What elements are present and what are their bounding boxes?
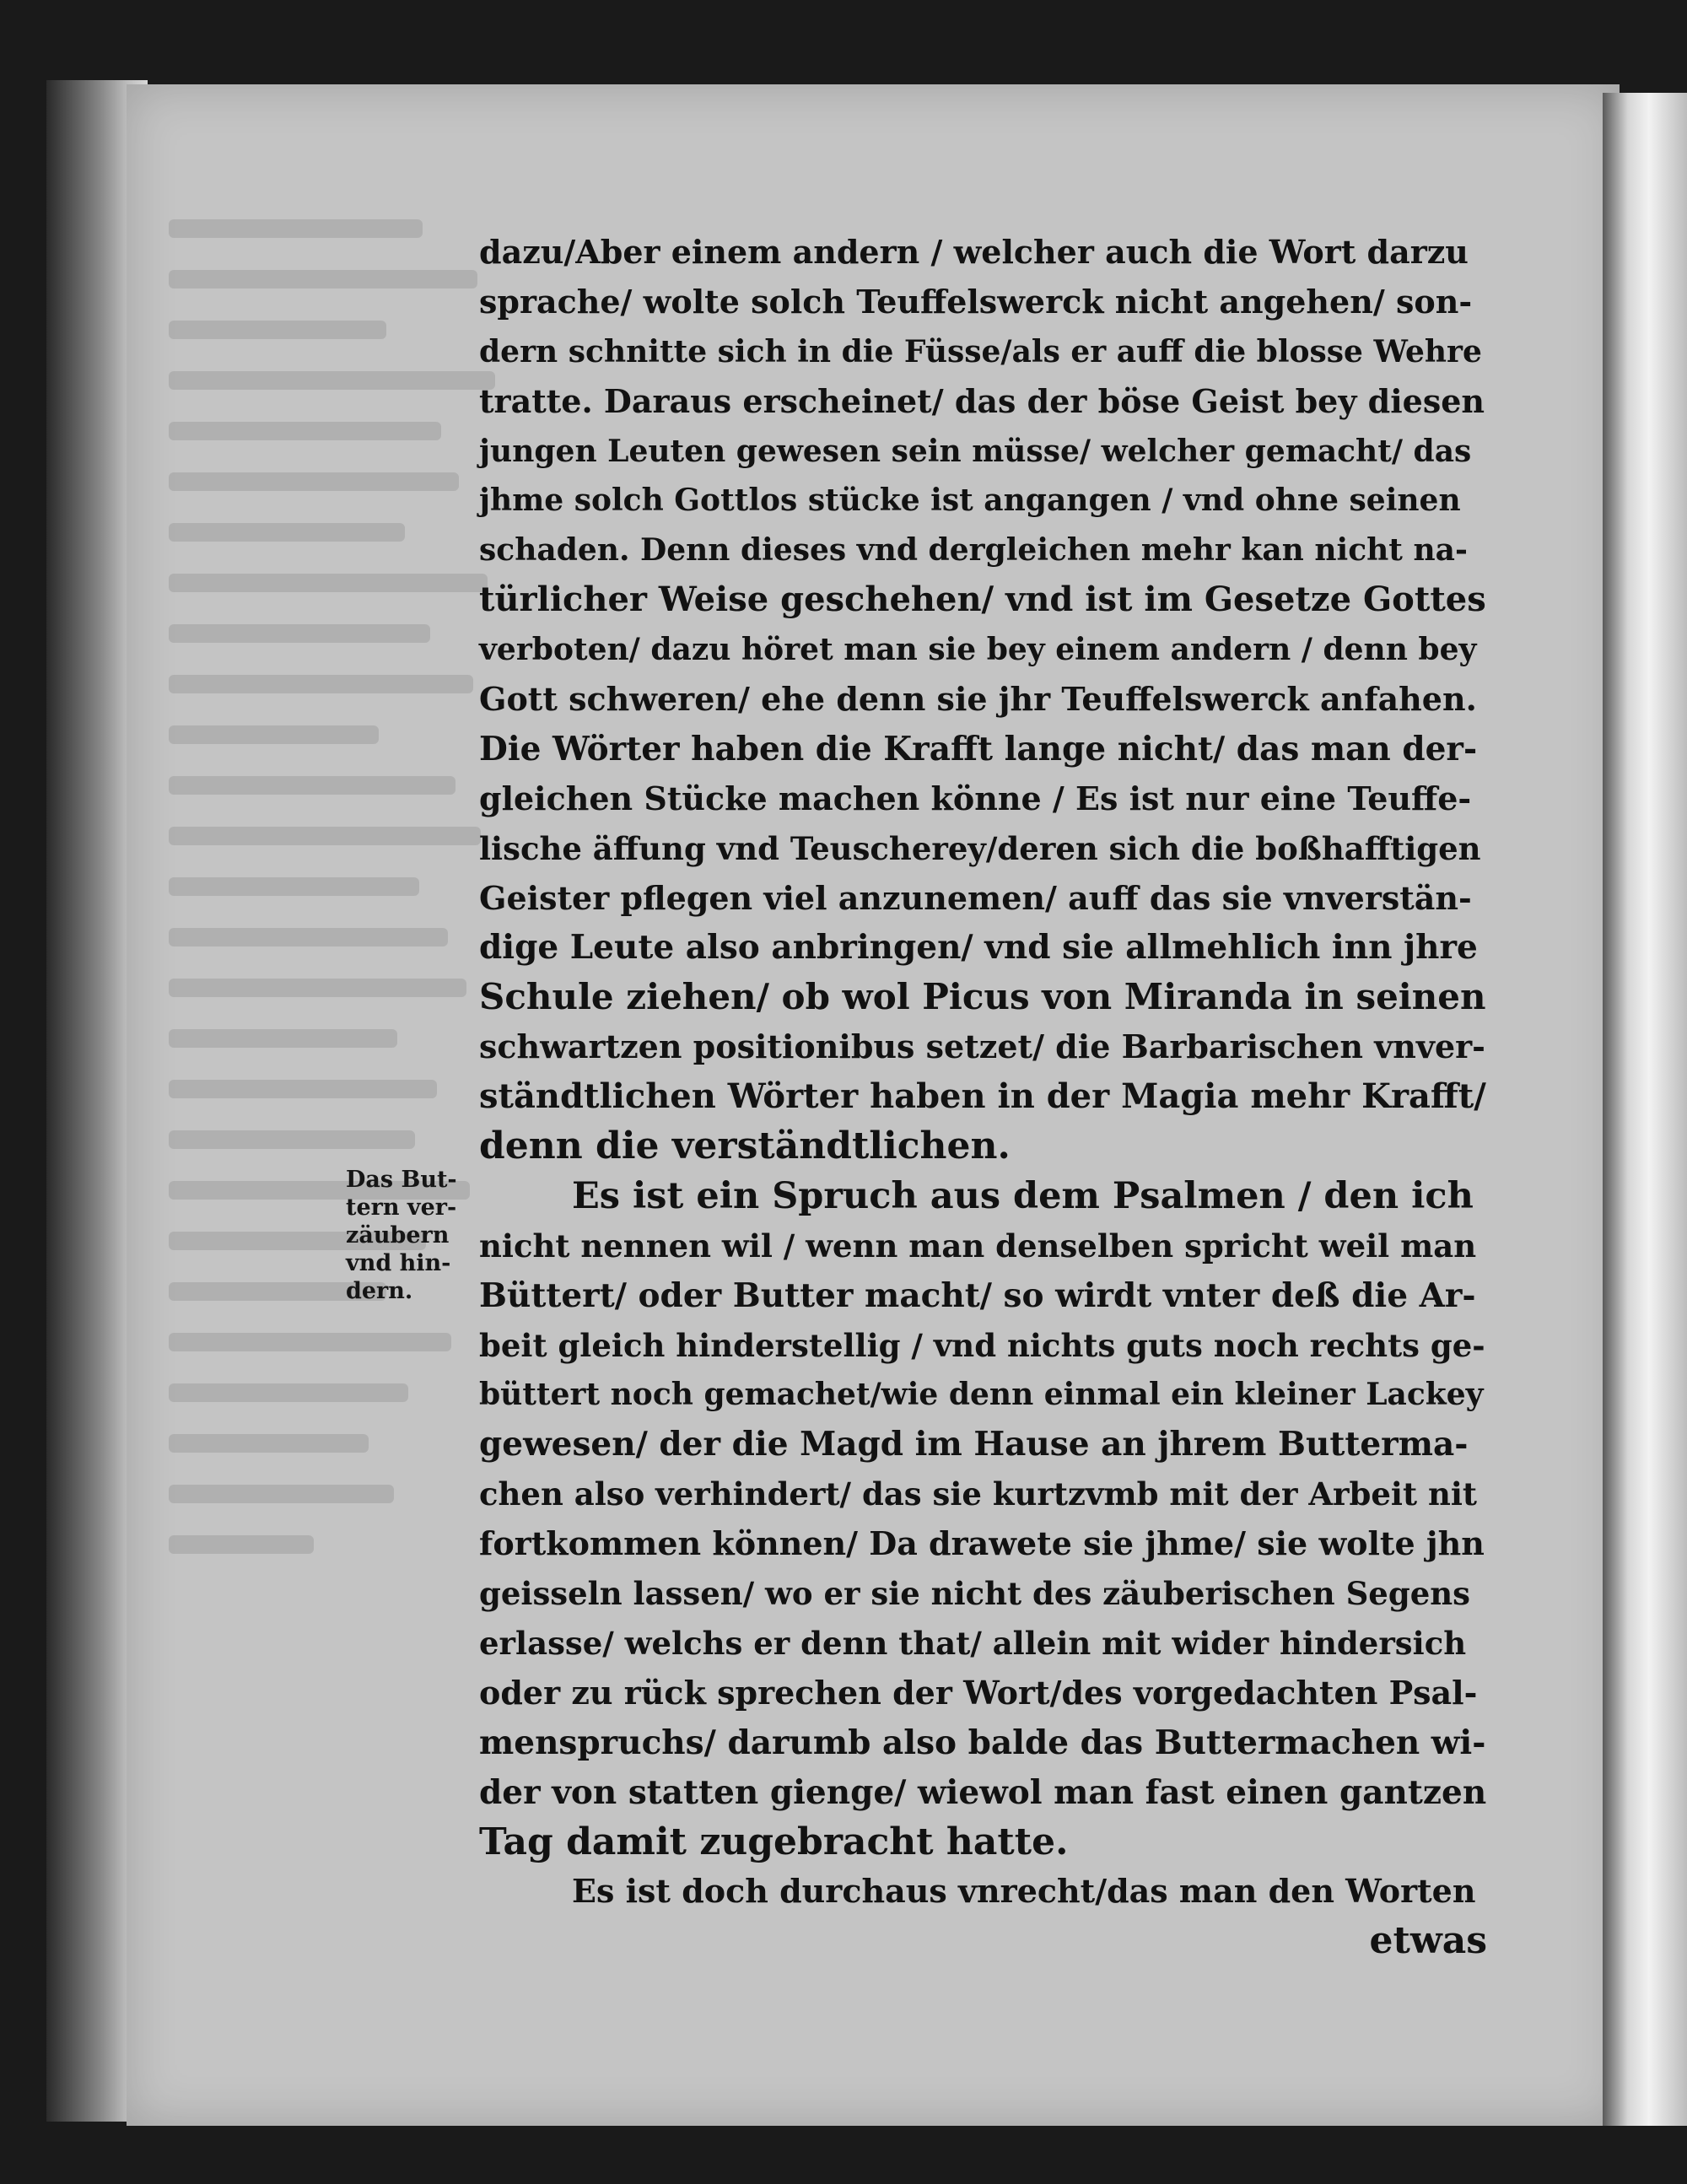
text-line: schwartzen positionibus setzet/ die Barbarischen vnver- bbox=[479, 1027, 1485, 1066]
text-line: oder zu rück sprechen der Wort/des vorgedachten Psal- bbox=[479, 1673, 1478, 1712]
catchword: etwas bbox=[1369, 1919, 1487, 1963]
text-line: beit gleich hinderstellig / vnd nichts guts noch rechts ge- bbox=[479, 1326, 1485, 1364]
marginal-note-line: zäubern bbox=[346, 1222, 450, 1248]
text-line: dazu/Aber einem andern / welcher auch die Wort darzu bbox=[479, 233, 1469, 271]
text-line: büttert noch gemachet/wie denn einmal ein kleiner Lackey bbox=[479, 1377, 1484, 1413]
text-line: geisseln lassen/ wo er sie nicht des zäuberischen Segens bbox=[479, 1575, 1470, 1613]
text-line: Schule ziehen/ ob wol Picus von Miranda in seinen bbox=[479, 976, 1486, 1018]
text-line: Gott schweren/ ehe denn sie jhr Teuffelswerck anfahen. bbox=[479, 680, 1477, 719]
text-line: verboten/ dazu höret man sie bey einem andern / denn bey bbox=[479, 632, 1477, 668]
book-edge-right bbox=[1603, 93, 1687, 2126]
text-line: erlasse/ welchs er denn that/ allein mit wider hindersich bbox=[479, 1624, 1467, 1662]
text-line: chen also verhindert/ das sie kurtzvmb mit der Arbeit nit bbox=[479, 1475, 1478, 1513]
marginal-note-line: tern ver- bbox=[346, 1194, 457, 1221]
bleed-through-shadow bbox=[169, 219, 531, 1822]
marginal-note-line: dern. bbox=[346, 1278, 413, 1304]
text-line: schaden. Denn dieses vnd dergleichen mehr kan nicht na- bbox=[479, 532, 1468, 569]
text-line: gewesen/ der die Magd im Hause an jhrem Butterma- bbox=[479, 1425, 1469, 1464]
text-line: lische äffung vnd Teuscherey/deren sich die boßhafftigen bbox=[479, 829, 1481, 867]
text-line: jhme solch Gottlos stücke ist angangen / vnd ohne seinen bbox=[479, 483, 1461, 519]
text-line: nicht nennen wil / wenn man denselben spricht weil man bbox=[479, 1227, 1477, 1265]
text-line: Es ist doch durchaus vnrecht/das man den Worten bbox=[572, 1872, 1476, 1911]
text-line: Es ist ein Spruch aus dem Psalmen / den ich bbox=[572, 1174, 1474, 1217]
text-line: fortkommen können/ Da drawete sie jhme/ sie wolte jhn bbox=[479, 1524, 1485, 1563]
text-line: jungen Leuten gewesen sein müsse/ welcher gemacht/ das bbox=[479, 433, 1472, 469]
text-line: türlicher Weise geschehen/ vnd ist im Gesetze Gottes bbox=[479, 580, 1486, 620]
text-line: Die Wörter haben die Krafft lange nicht/ das man der- bbox=[479, 729, 1478, 768]
main-text-block bbox=[479, 228, 1487, 1966]
text-line: sprache/ wolte solch Teuffelswerck nicht angehen/ son- bbox=[479, 282, 1473, 321]
marginal-note-line: Das But- bbox=[346, 1167, 457, 1193]
text-line: Tag damit zugebracht hatte. bbox=[479, 1820, 1069, 1863]
marginal-note-line: vnd hin- bbox=[346, 1250, 451, 1276]
marginal-note bbox=[346, 1166, 481, 1305]
text-line: Büttert/ oder Butter macht/ so wirdt vnter deß die Ar- bbox=[479, 1275, 1476, 1315]
text-line: gleichen Stücke machen könne / Es ist nur eine Teuffe- bbox=[479, 779, 1472, 817]
text-line: ständtlichen Wörter haben in der Magia mehr Krafft/ bbox=[479, 1076, 1486, 1117]
text-line: Geister pflegen viel anzunemen/ auff das sie vnverstän- bbox=[479, 878, 1472, 917]
text-line: der von statten gienge/ wiewol man fast einen gantzen bbox=[479, 1772, 1487, 1812]
text-line: tratte. Daraus erscheinet/ das der böse Geist bey diesen bbox=[479, 381, 1485, 420]
text-line: dern schnitte sich in die Füsse/als er auff die blosse Wehre bbox=[479, 333, 1482, 369]
text-line: menspruchs/ darumb also balde das Buttermachen wi- bbox=[479, 1723, 1486, 1762]
text-line: denn die verständtlichen. bbox=[479, 1124, 1011, 1168]
text-line: dige Leute also anbringen/ vnd sie allmehlich inn jhre bbox=[479, 928, 1478, 968]
